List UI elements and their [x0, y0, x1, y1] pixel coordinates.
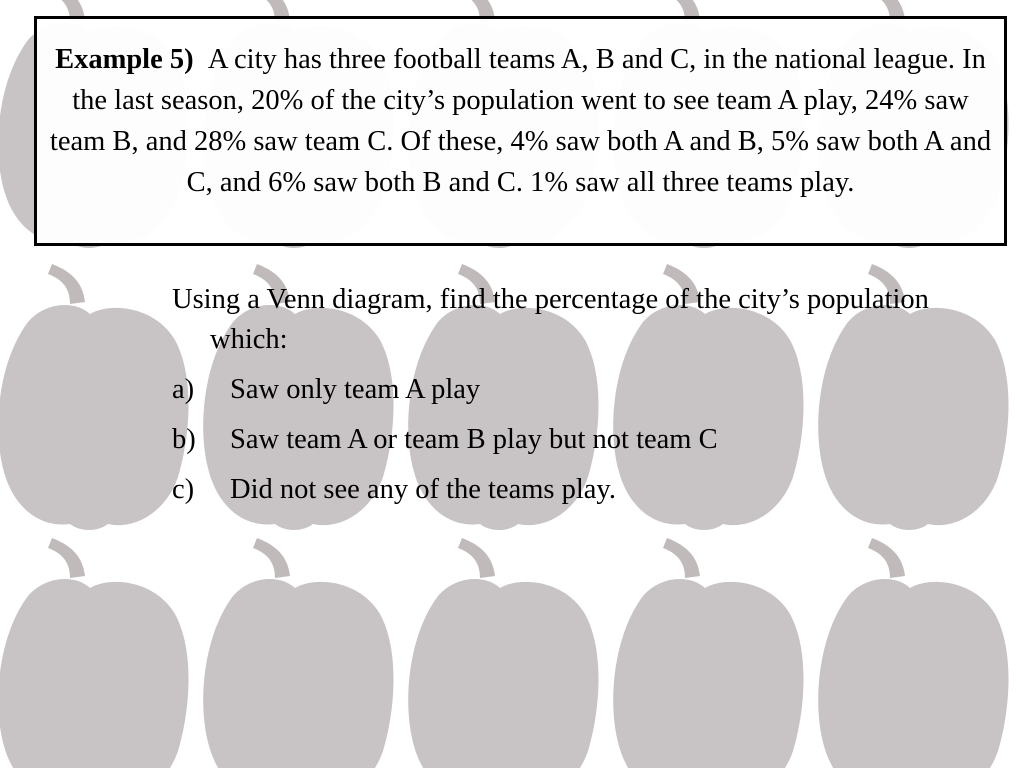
problem-statement-box [34, 16, 1007, 246]
list-item [172, 420, 972, 460]
item-marker: b) [172, 424, 196, 455]
pepper-row-3 [0, 538, 1009, 768]
list-item [172, 370, 972, 410]
item-marker: c) [172, 474, 195, 505]
item-text: Saw team A or team B play but not team C [230, 424, 718, 455]
item-marker: a) [172, 374, 195, 405]
item-text: Did not see any of the teams play. [230, 474, 616, 505]
problem-text: A city has three football teams A, B and C, in the national league. In the last season, 20% of the city’s population went to see team A play, 24% saw team B, and 28% saw team C. Of these, 4% saw both A and B, 5% saw both A and C, and 6% saw both B and C. 1% saw all three teams play. [49, 44, 992, 198]
question-list [172, 370, 972, 510]
example-label: Example 5) [55, 44, 194, 75]
list-item [172, 470, 972, 510]
item-text: Saw only team A play [230, 374, 481, 405]
instructions-intro: Using a Venn diagram, find the percentage of the city’s population which: [172, 284, 929, 355]
questions-section [172, 280, 972, 520]
